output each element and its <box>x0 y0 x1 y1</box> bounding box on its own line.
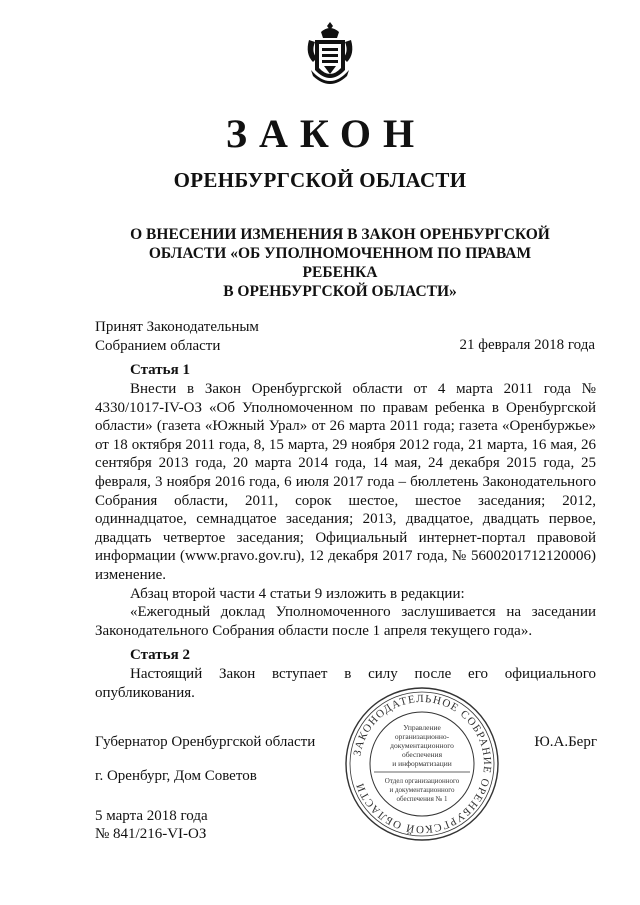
article-paragraph: Настоящий Закон вступает в силу после его официального опубликования. <box>95 666 596 701</box>
law-subject-line: В ОРЕНБУРГСКОЙ ОБЛАСТИ» <box>223 283 457 300</box>
law-subject-line: О ВНЕСЕНИИ ИЗМЕНЕНИЯ В ЗАКОН ОРЕНБУРГСКОЙ <box>130 226 550 243</box>
signatory-name: Ю.А.Берг <box>534 734 597 750</box>
svg-text:Управление: Управление <box>403 723 441 732</box>
signatory-position: Губернатор Оренбургской области <box>95 734 316 750</box>
article-1-heading: Статья 1 <box>130 362 190 378</box>
article-paragraph: Внести в Закон Оренбургской области от 4 марта 2011 года № 4330/1017-IV-ОЗ «Об Уполномоченном по правам ребенка в Оренбургской области» (газета «Южный Урал» от 26 марта 2011 года; газета «Оренбуржье» от 18 октября 2011 года, 8, 15 марта, 29 ноября 2012 года, 21 марта, 16 мая, 26 сентября 2013 года, 20 марта 2014 года, 14 мая, 24 декабря 2015 года, 25 февраля, 3 ноября 2016 года, 6 июля 2017 года – бюллетень Законодательного Собрания области, 2011, сорок шестое, шестое заседания; 2012, одиннадцатое, семнадцатое заседания; 2013, двадцатое, двадцать первое, двадцать четвертое заседания; Официальный интернет-портал правовой информации (www.pravo.gov.ru), 12 декабря 2017 года, № 5600201712120006) изменение. <box>95 381 596 583</box>
signing-place: г. Оренбург, Дом Советов <box>95 768 257 784</box>
article-1-body <box>95 380 596 640</box>
region-title: ОРЕНБУРГСКОЙ ОБЛАСТИ <box>173 168 467 192</box>
svg-text:организационно-: организационно- <box>394 732 450 741</box>
adoption-line: Принят Законодательным <box>95 319 259 335</box>
svg-text:и документационного: и документационного <box>389 786 455 794</box>
official-stamp <box>342 684 502 844</box>
article-paragraph: Абзац второй части 4 статьи 9 изложить в редакции: <box>130 585 465 602</box>
adoption-line: Собранием области <box>95 338 221 354</box>
article-2-heading: Статья 2 <box>130 647 190 663</box>
signing-date: 5 марта 2018 года <box>95 808 208 824</box>
law-subject-line: ОБЛАСТИ «ОБ УПОЛНОМОЧЕННОМ ПО ПРАВАМ РЕБЕНКА <box>148 245 532 281</box>
svg-text:обеспечения: обеспечения <box>401 750 443 759</box>
adoption-date: 21 февраля 2018 года <box>459 337 595 353</box>
svg-text:Отдел организационного: Отдел организационного <box>384 777 460 785</box>
svg-text:документационного: документационного <box>390 741 454 750</box>
article-paragraph: «Ежегодный доклад Уполномоченного заслушивается на заседании Законодательного Собрания области после 1 апреля текущего года». <box>95 604 596 639</box>
document-title: ЗАКОН <box>225 111 427 156</box>
law-number: № 841/216-VI-ОЗ <box>95 826 207 842</box>
adoption-note <box>95 318 259 356</box>
svg-text:ЗАКОНОДАТЕЛЬНОЕ СОБРАНИЕ ОРЕНБ: ЗАКОНОДАТЕЛЬНОЕ СОБРАНИЕ ОРЕНБУРГСКОЙ ОБЛАСТИ <box>351 692 494 836</box>
svg-text:обеспечения № 1: обеспечения № 1 <box>396 795 448 803</box>
law-subject <box>130 225 550 301</box>
svg-text:и информатизации: и информатизации <box>392 759 452 768</box>
coat-of-arms-icon <box>303 20 357 92</box>
